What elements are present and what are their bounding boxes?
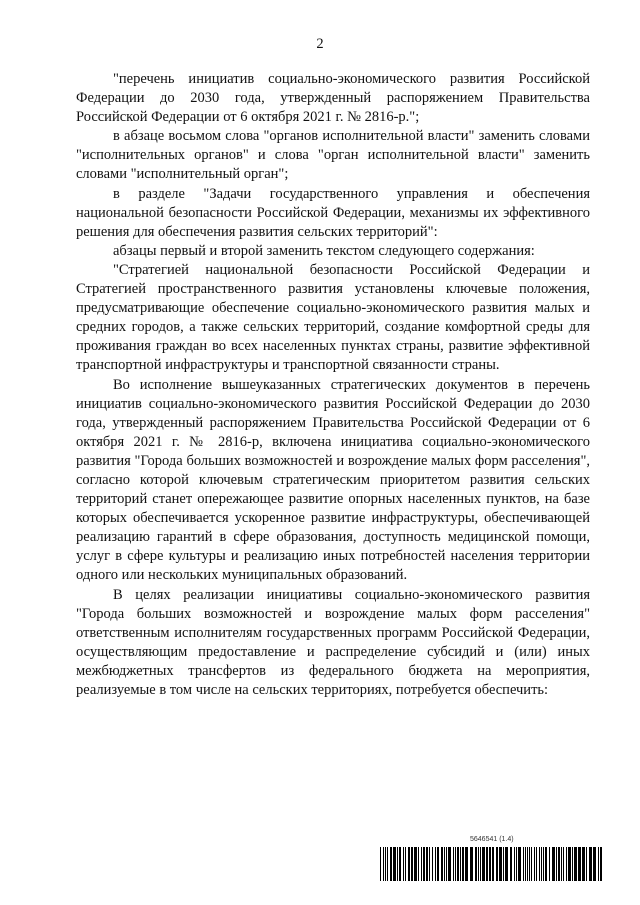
paragraph-5: "Стратегией национальной безопасности Российской Федерации и Стратегией пространственного развития установлены ключевые положения, предусматривающие обеспечение социально-экономического развития малых и средних городов, а также сельских территорий, создание комфортной среды для проживания граждан во всех населенных пунктах страны, развитие эффективной транспортной инфраструктуры и транспортной связанности страны. [76, 261, 590, 374]
paragraph-7: В целях реализации инициативы социально-экономического развития "Города больших возможностей и возрождение малых форм расселения" ответственным исполнителям государственных программ Российской Федерации, осуществляющим предоставление и распределение субсидий и (или) иных межбюджетных трансфертов из федерального бюджета на мероприятия, реализуемые в том числе на сельских территориях, потребуется обеспечить: [76, 586, 590, 698]
paragraph-1: "перечень инициатив социально-экономического развития Российской Федерации до 2030 года, утвержденный распоряжением Правительства Российской Федерации от 6 октября 2021 г. № 2816-р."; [76, 71, 590, 126]
paragraph-2: в абзаце восьмом слова "органов исполнительной власти" заменить словами "исполнительных органов" и слова "орган исполнительной власти" заменить словами "исполнительный орган"; [76, 128, 590, 183]
paragraph-6: Во исполнение вышеуказанных стратегических документов в перечень инициатив социально-экономического развития Российской Федерации до 2030 года, утвержденный распоряжением Правительства Российской Федерации от 6 октября 2021 г. № 2816-р, включена инициатива социально-экономического развития "Города больших возможностей и возрождение малых форм расселения", согласно которой ключевым стратегическим приоритетом развития сельских территорий станет опережающее развитие опорных населенных пунктов, на базе которых обеспечивается ускоренное развитие инфраструктуры, обеспечивающей реализацию гарантий в сфере образования, доступность медицинской помощи, услуг в сфере культуры и реализацию иных потребностей населения территории одного или нескольких муниципальных образований. [76, 376, 590, 584]
barcode-icon [380, 847, 606, 881]
paragraph-3: в разделе "Задачи государственного управления и обеспечения национальной безопасности Российской Федерации, механизмы их эффективного решения для обеспечения развития сельских территорий": [76, 185, 590, 240]
paragraph-4: абзацы первый и второй заменить текстом следующего содержания: [113, 242, 535, 259]
barcode-label: 5646541 (1.4) [470, 836, 514, 843]
document-body [76, 70, 590, 700]
barcode-block [380, 836, 606, 884]
page-number: 2 [316, 36, 324, 52]
